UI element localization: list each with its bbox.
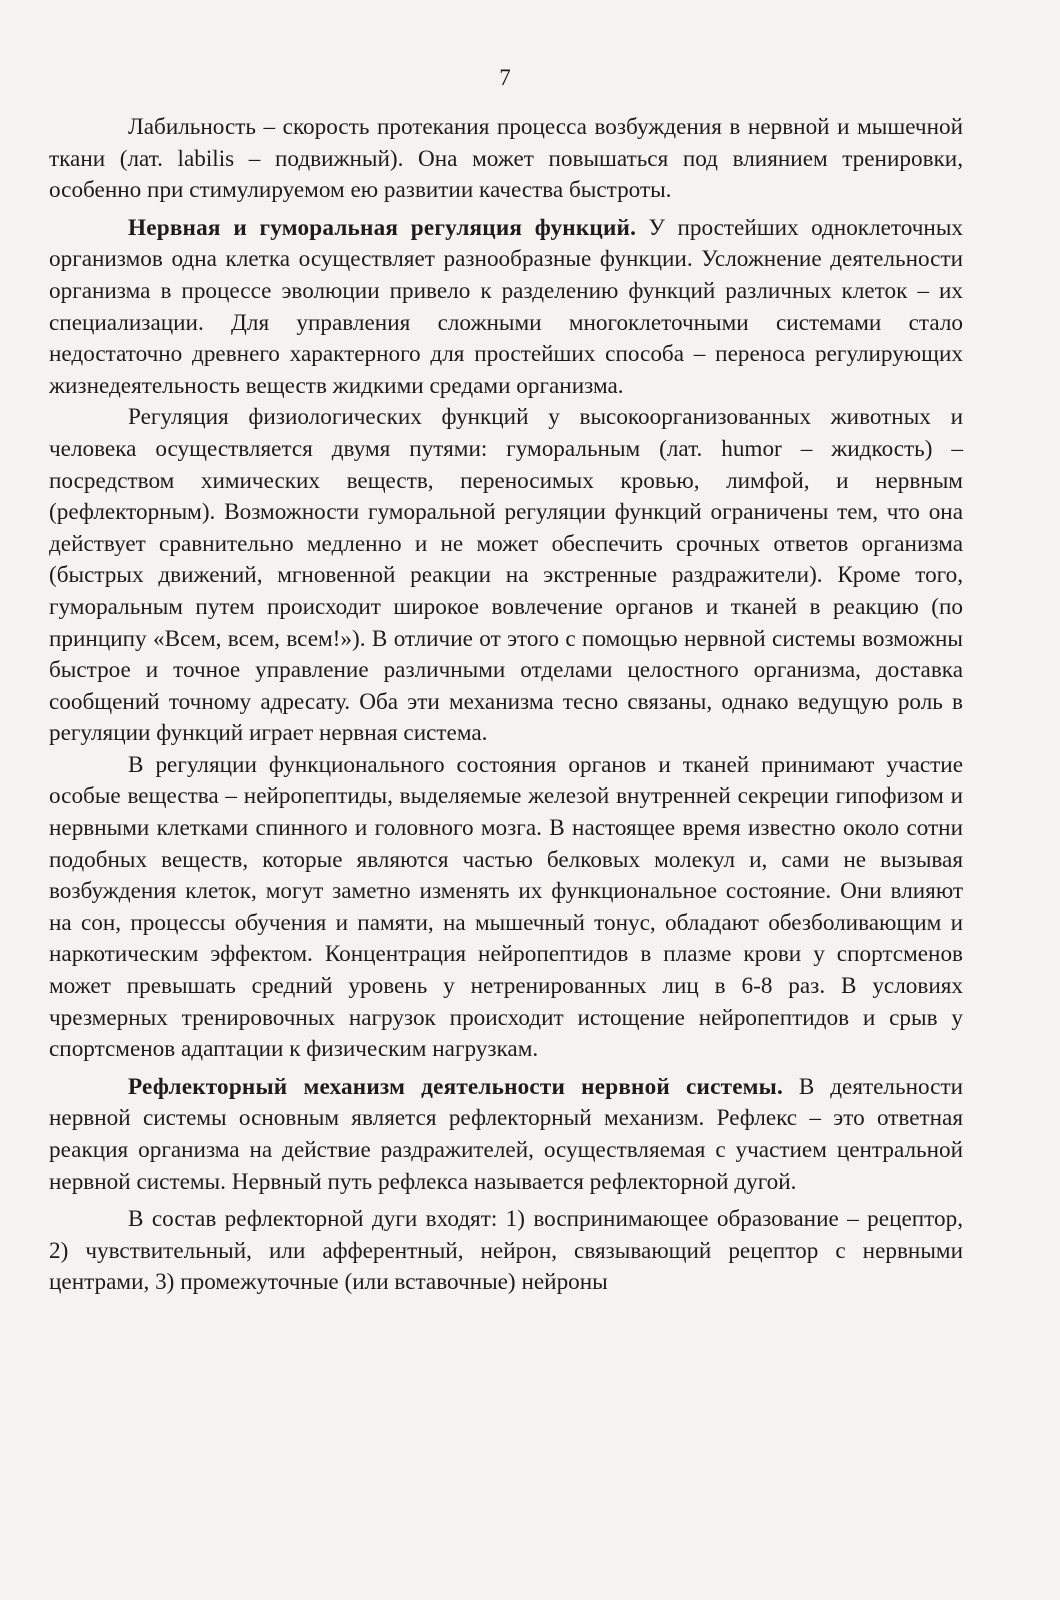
paragraph-nervous-humoral-regulation	[49, 213, 963, 403]
paragraph-text: В регуляции функционального состояния органов и тканей принимают участие особые вещества – нейропептиды, выделяемые железой внутренней секреции гипофизом и нервными клетками спинного и головного мозга. В настоящее время известно около сотни подобных веществ, которые являются частью белковых молекул и, сами не вызывая возбуждения клеток, могут заметно изменять их функциональное состояние. Они влияют на сон, процессы обучения и памяти, на мышечный тонус, обладают обезболивающим и наркотическим эффектом. Концентрация нейропептидов в плазме крови у спортсменов может превышать средний уровень у нетренированных лиц в 6-8 раз. В условиях чрезмерных тренировочных нагрузок происходит истощение нейропептидов и срыв у спортсменов адаптации к физическим нагрузкам.	[49, 751, 963, 1063]
paragraph-text: Лабильность – скорость протекания процесса возбуждения в нервной и мышечной ткани (лат. labilis – подвижный). Она может повышаться под влиянием тренировки, особенно при стимулируемом ею развитии качества быстроты.	[49, 114, 963, 204]
body-text	[49, 112, 963, 1299]
paragraph-regulation-pathways	[49, 402, 963, 750]
paragraph-neuropeptides	[49, 750, 963, 1066]
paragraph-lead: Нервная и гуморальная регуляция функций.	[128, 214, 637, 241]
paragraph-text: В состав рефлекторной дуги входят: 1) воспринимающее образование – рецептор, 2) чувствительный, или афферентный, нейрон, связывающий рецептор с нервными центрами, 3) промежуточные (или вставочные) нейроны	[49, 1206, 963, 1296]
paragraph-text: В деятельности нервной системы основным является рефлекторный механизм. Рефлекс – это ответная реакция организма на действие раздражителей, осуществляемая с участием центральной нервной системы. Нервный путь рефлекса называется рефлекторной дугой.	[49, 1073, 963, 1195]
paragraph-lead: Рефлекторный механизм деятельности нервной системы.	[128, 1073, 783, 1100]
page-number: 7	[499, 65, 511, 90]
paragraph-text: У простейших одноклеточных организмов одна клетка осуществляет разнообразные функции. Усложнение деятельности организма в процессе эволюции привело к разделению функций различных клеток – их специализации. Для управления сложными многоклеточными системами стало недостаточно древнего характерного для простейших способа – переноса регулирующих жизнедеятельность веществ жидкими средами организма.	[49, 214, 963, 399]
paragraph-lability	[49, 112, 963, 207]
paragraph-reflex-arc	[49, 1204, 963, 1299]
paragraph-text: Регуляция физиологических функций у высокоорганизованных животных и человека осуществляется двумя путями: гуморальным (лат. humor – жидкость) – посредством химических веществ, переносимых кровью, лимфой, и нервным (рефлекторным). Возможности гуморальной регуляции функций ограничены тем, что она действует сравнительно медленно и не может обеспечить срочных ответов организма (быстрых движений, мгновенной реакции на экстренные раздражители). Кроме того, гуморальным путем происходит широкое вовлечение органов и тканей в реакцию (по принципу «Всем, всем, всем!»). В отличие от этого с помощью нервной системы возможны быстрое и точное управление различными отделами целостного организма, доставка сообщений точному адресату. Оба эти механизма тесно связаны, однако ведущую роль в регуляции функций играет нервная система.	[49, 404, 963, 747]
paragraph-reflex-mechanism	[49, 1072, 963, 1198]
